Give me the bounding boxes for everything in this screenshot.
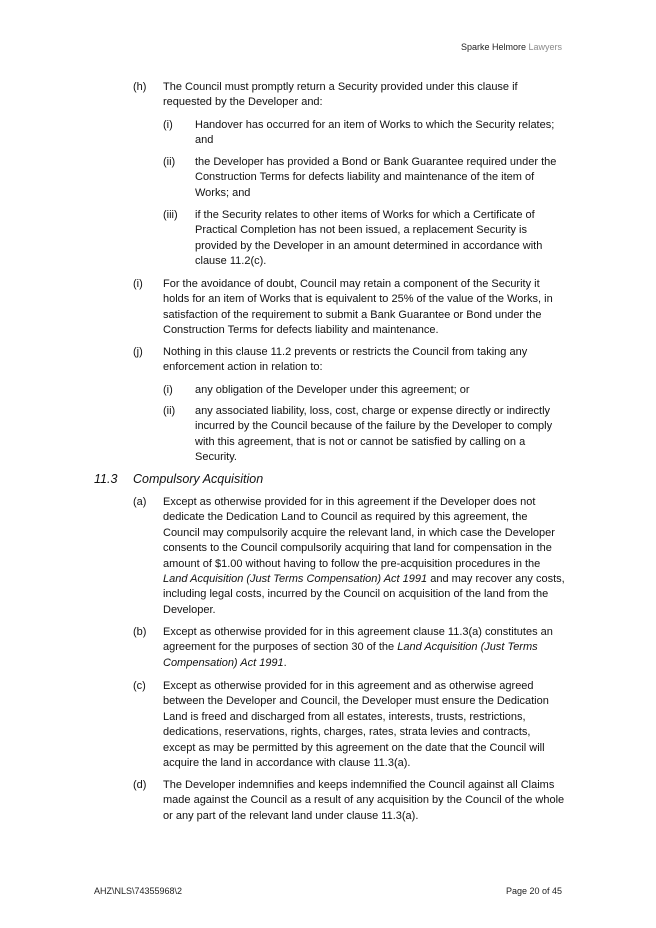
subclause-text: if the Security relates to other items of Works for which a Certificate of Practical Completion has not been issued, a replacement Security is provided by the Developer in an amount determined in accordance with clause 11.2(c). [195, 209, 543, 268]
section-title: Compulsory Acquisition [133, 472, 264, 486]
clause-text [163, 495, 565, 618]
subclause-label: (ii) [163, 405, 176, 417]
subclause-label: (i) [163, 119, 173, 131]
clause-label: (a) [133, 496, 147, 508]
clause-label: (b) [133, 626, 147, 638]
subclause-text: Handover has occurred for an item of Works to which the Security relates; and [195, 119, 555, 147]
clause-text-part: . [283, 656, 287, 669]
document-reference: AHZ\NLS\74355968\2 [94, 886, 183, 896]
clause-label: (j) [133, 346, 143, 358]
clause-text: Nothing in this clause 11.2 prevents or restricts the Council from taking any enforcement action in relation to: [163, 346, 528, 374]
clause-label: (c) [133, 680, 146, 692]
clause-text-part: Except as otherwise provided for in this agreement if the Developer does not dedicate the Dedication Land to Council as required by this agreement, the Council may compulsorily acquire the relevant land, in which case the Developer consents to the Council compulsorily acquiring that land for compensation in the amount of $1.00 without having to follow the pre-acquisition procedures in the [163, 496, 555, 570]
clause-text: Except as otherwise provided for in this agreement and as otherwise agreed between the Developer and Council, the Developer must ensure the Dedication Land is freed and discharged from all estates, interests, trusts, restrictions, dedications, reservations, rights, charges, rates, strata levies and contracts, except as may be permitted by this agreement on the date that the Council will acquire the land in accordance with clause 11.3(a). [163, 680, 549, 770]
clause-label: (h) [133, 81, 147, 93]
page-number: Page 20 of 45 [505, 886, 562, 896]
act-title: Land Acquisition (Just Terms Compensation) Act 1991 [163, 641, 538, 669]
subclause-label: (i) [163, 384, 173, 396]
section-number: 11.3 [94, 472, 118, 486]
firm-name: Sparke Helmore [460, 42, 526, 52]
firm-suffix: Lawyers [528, 42, 562, 52]
clause-text-part: Except as otherwise provided for in this agreement clause 11.3(a) constitutes an agreement for the purposes of section 30 of the [163, 626, 553, 654]
clause-text: The Developer indemnifies and keeps indemnified the Council against all Claims made against the Council as a result of any acquisition by the Council of the whole or any part of the relevant land under clause 11.3(a). [163, 779, 565, 822]
subclause-label: (iii) [163, 209, 178, 221]
clause-text: The Council must promptly return a Security provided under this clause if requested by the Developer and: [163, 81, 518, 109]
clause-label: (d) [133, 779, 147, 791]
subclause-text: the Developer has provided a Bond or Bank Guarantee required under the Construction Terms for defects liability and maintenance of the item of Works; and [195, 156, 557, 199]
subclause-text: any associated liability, loss, cost, charge or expense directly or indirectly incurred by the Council because of the failure by the Developer to comply with this agreement, that is not or cannot be satisfied by calling on a Security. [195, 405, 553, 464]
subclause-label: (ii) [163, 156, 176, 168]
clause-text-part: and may recover any costs, including legal costs, incurred by the Council on acquisition of the land from the Developer. [163, 573, 565, 616]
clause-text: For the avoidance of doubt, Council may retain a component of the Security it holds for an item of Works that is equivalent to 25% of the value of the Works, in satisfaction of the requirement to submit a Bank Guarantee or Bond under the Construction Terms for defects liability and maintenance. [163, 278, 553, 337]
subclause-text: any obligation of the Developer under this agreement; or [195, 384, 470, 396]
page-header [461, 42, 562, 52]
clause-text [163, 625, 565, 671]
clause-label: (i) [133, 278, 143, 290]
act-title: Land Acquisition (Just Terms Compensation) Act 1991 [163, 573, 428, 586]
